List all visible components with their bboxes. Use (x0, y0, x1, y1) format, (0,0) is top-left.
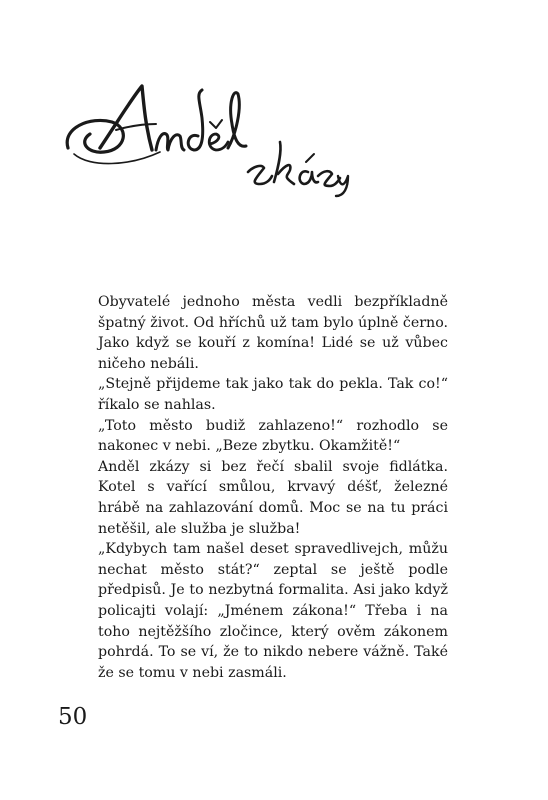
paragraph-5: „Kdybych tam našel deset spravedlivejch, můžu nechat město stát?“ zeptal se ještě podle předpisů. Je to nezbytná formalita. Asi jako když policajti volají: „Jménem zákona!“ Třeba i na toho nejtěžšího zločince, který ověm zákonem pohrdá. To se ví, že to nikdo nebere vážně. Také že se tomu v nebi zasmáli. (98, 541, 448, 681)
body-text (98, 292, 448, 683)
paragraph-2: „Stejně přijdeme tak jako tak do pekla. Tak co!“ říkalo se nahlas. (98, 376, 448, 413)
paragraph-4: Anděl zkázy si bez řečí sbalil svoje fidlátka. Kotel s vařící smůlou, krvavý déšť, železné hrábě na zahlazování domů. Moc se na tu práci netěšil, ale služba je služba! (98, 458, 448, 537)
paragraph-1: Obyvatelé jednoho města vedli bezpříkladně špatný život. Od hříchů už tam bylo úplně černo. Jako když se kouří z komína! Lidé se už vůbec ničeho nebáli. (98, 294, 448, 372)
paragraph-3: „Toto město budiž zahlazeno!“ rozhodlo se nakonec v nebi. „Beze zbytku. Okamžitě!“ (98, 417, 448, 455)
page-number: 50 (58, 704, 88, 730)
chapter-title-calligraphy (60, 78, 350, 198)
